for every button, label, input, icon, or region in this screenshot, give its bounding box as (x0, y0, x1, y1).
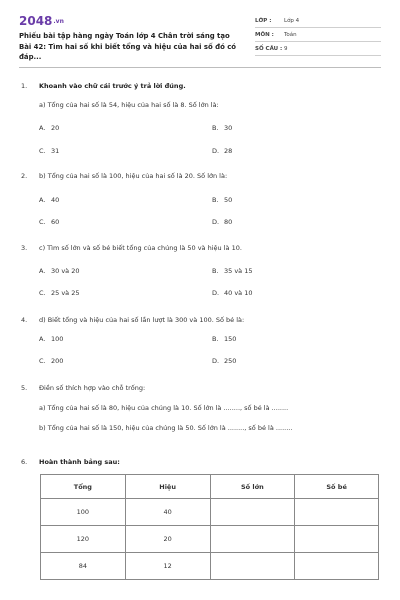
question-1-sub: a) Tổng của hai số là 54, hiệu của hai số là 8. Số lớn là: (39, 101, 219, 109)
option-2c[interactable]: C. 60 (39, 218, 60, 226)
cell-smaller-number[interactable] (295, 499, 379, 526)
cell-larger-number[interactable] (210, 526, 295, 553)
question-3-number: 3. (21, 244, 28, 252)
table-header-row (41, 475, 379, 499)
option-4a[interactable]: A. 100 (39, 335, 64, 343)
cell-sum: 84 (41, 553, 126, 580)
question-1-number: 1. (21, 82, 28, 90)
header-divider (19, 67, 381, 68)
cell-larger-number[interactable] (210, 553, 295, 580)
cell-sum: 120 (41, 526, 126, 553)
cell-smaller-number[interactable] (295, 553, 379, 580)
option-1a[interactable]: A. 20 (39, 124, 60, 132)
header-sum: Tổng (41, 475, 126, 499)
count-underline (255, 55, 381, 56)
class-label: LỚP : (255, 18, 272, 24)
table-row (41, 553, 379, 580)
option-3d[interactable]: D. 40 và 10 (212, 289, 253, 297)
option-3c[interactable]: C. 25 và 25 (39, 289, 80, 297)
subject-underline (255, 41, 381, 42)
header-difference: Hiệu (125, 475, 210, 499)
option-4b[interactable]: B. 150 (212, 335, 237, 343)
subject-label: MÔN : (255, 32, 274, 38)
subject-value: Toán (284, 32, 297, 38)
option-3b[interactable]: B. 35 và 15 (212, 267, 253, 275)
option-4c[interactable]: C. 200 (39, 357, 64, 365)
question-1-text: Khoanh vào chữ cái trước ý trả lời đúng. (39, 82, 186, 90)
option-2d[interactable]: D. 80 (212, 218, 233, 226)
site-logo (19, 14, 64, 28)
logo-text: 2048 (19, 14, 53, 28)
question-4-text: d) Biết tổng và hiệu của hai số lần lượt là 300 và 100. Số bé là: (39, 316, 245, 324)
cell-difference: 12 (125, 553, 210, 580)
cell-larger-number[interactable] (210, 499, 295, 526)
option-4d[interactable]: D. 250 (212, 357, 237, 365)
question-4-number: 4. (21, 316, 28, 324)
cell-difference: 20 (125, 526, 210, 553)
question-5-line-b: b) Tổng của hai số là 150, hiệu của chúng là 50. Số lớn là ........, số bé là ........ (39, 424, 293, 432)
logo-suffix: .vn (53, 18, 64, 25)
class-value: Lớp 4 (284, 18, 300, 24)
question-2-text: b) Tổng của hai số là 100, hiệu của hai số là 20. Số lớn là: (39, 172, 228, 180)
question-5-text: Điền số thích hợp vào chỗ trống: (39, 384, 146, 392)
table-row (41, 526, 379, 553)
question-count-value: 9 (284, 46, 288, 52)
question-6-text: Hoàn thành bảng sau: (39, 458, 120, 466)
option-1b[interactable]: B. 30 (212, 124, 233, 132)
option-2a[interactable]: A. 40 (39, 196, 60, 204)
option-2b[interactable]: B. 50 (212, 196, 233, 204)
header-larger-number: Số lớn (210, 475, 295, 499)
cell-sum: 100 (41, 499, 126, 526)
question-6-number: 6. (21, 458, 28, 466)
sum-difference-table (40, 474, 379, 580)
option-1d[interactable]: D. 28 (212, 147, 233, 155)
option-3a[interactable]: A. 30 và 20 (39, 267, 80, 275)
option-1c[interactable]: C. 31 (39, 147, 60, 155)
question-3-text: c) Tìm số lớn và số bé biết tổng của chúng là 50 và hiệu là 10. (39, 244, 242, 252)
table-row (41, 499, 379, 526)
question-5-number: 5. (21, 384, 28, 392)
cell-difference: 40 (125, 499, 210, 526)
header-smaller-number: Số bé (295, 475, 379, 499)
question-5-line-a: a) Tổng của hai số là 80, hiệu của chúng là 10. Số lớn là ........, số bé là ........ (39, 404, 289, 412)
class-underline (255, 27, 381, 28)
cell-smaller-number[interactable] (295, 526, 379, 553)
worksheet-title: Phiếu bài tập hàng ngày Toán lớp 4 Chân trời sáng tạo Bài 42: Tìm hai số khi biết tổng và hiệu của hai số đó có đáp... (19, 32, 237, 61)
question-count-label: SỐ CÂU : (255, 46, 283, 52)
question-2-number: 2. (21, 172, 28, 180)
